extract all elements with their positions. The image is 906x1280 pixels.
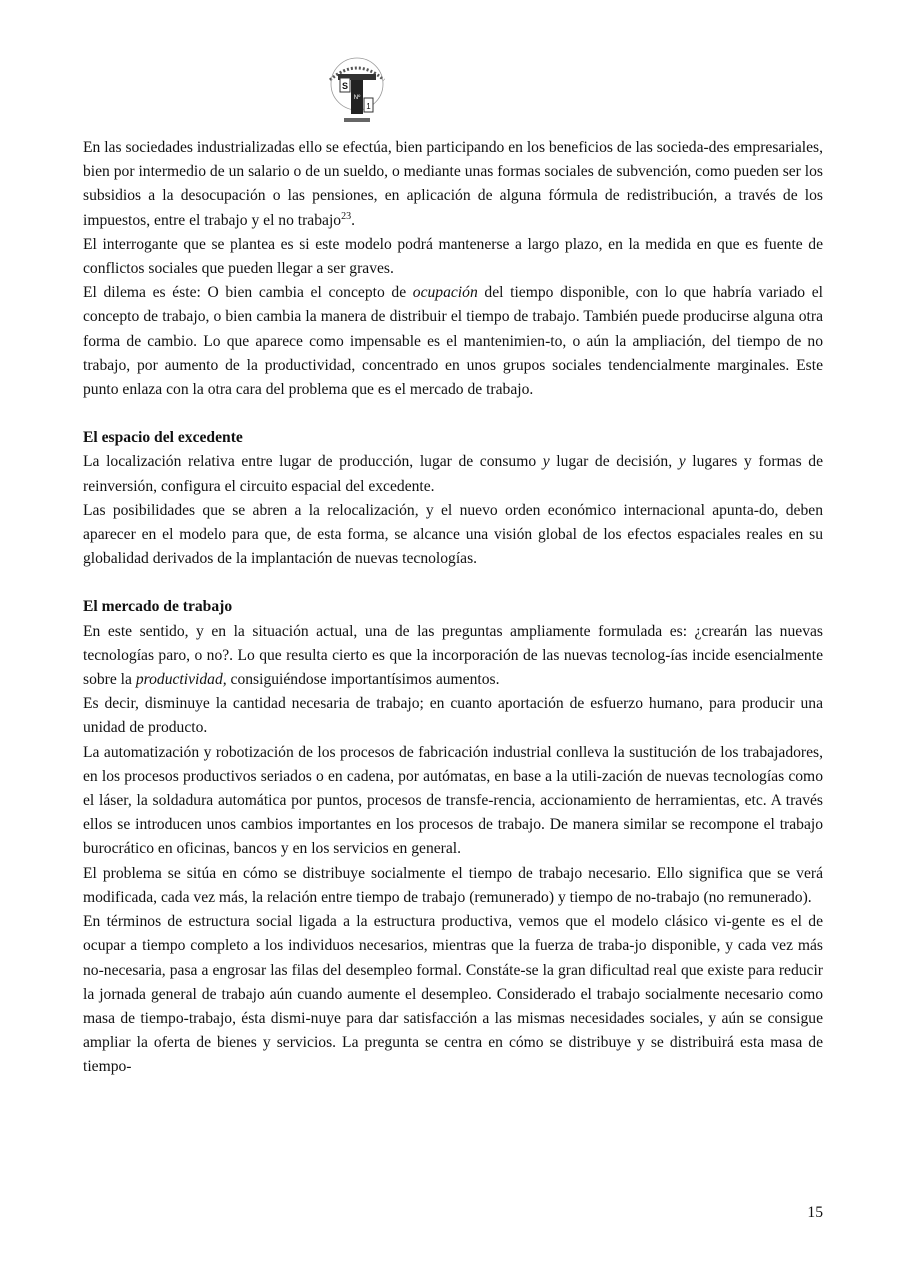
paragraph: La automatización y robotización de los procesos de fabricación industrial conlleva la sustitución de los trabajadores, en los procesos productivos seriados o en cadena, por autómatas, en base a la utili-zación de nuevas tecnologías como el láser, la soldadura automática por puntos, procesos de transfe-rencia, accionamiento de herramientas, etc. A través ellos se introducen unos cambios importantes en los procesos de trabajo. De manera similar se recompone el trabajo burocrático en oficinas, bancos y en los servicios en general. [83, 743, 823, 858]
paragraph: Es decir, disminuye la cantidad necesaria de trabajo; en cuanto aportación de esfuerzo humano, para producir una unidad de producto. [83, 695, 823, 737]
paragraph: El problema se sitúa en cómo se distribuye socialmente el tiempo de trabajo necesario. Ello significa que se verá modificada, cada vez más, la relación entre tiempo de trabajo (remunerado) y tiempo de no-trabajo (no remunerado). [83, 864, 823, 906]
paragraph: Las posibilidades que se abren a la relocalización, y el nuevo orden económico internacional apunta-do, deben aparecer en el modelo para que, de esta forma, se alcance una visión global de los efectos espaciales reales en su globalidad derivados de la implantación de nuevas tecnologías. [83, 501, 823, 568]
seal-letter-1: 1 [366, 102, 371, 111]
paragraph: El dilema es éste: O bien cambia el concepto de ocupación del tiempo disponible, con lo que habría variado el concepto de trabajo, o bien cambia la manera de distribuir el tiempo de trabajo. También puede producirse alguna otra forma de cambio. Lo que aparece como impensable es el mantenimien-to, o aún la ampliación, del tiempo de no trabajo, por aumento de la productividad, concentrado en unos grupos sociales tendencialmente marginales. Este punto enlaza con la otra cara del problema que es el mercado de trabajo. [83, 284, 823, 399]
university-seal-icon [324, 54, 390, 130]
page-number: 15 [807, 1204, 823, 1221]
section-heading: El espacio del excedente [83, 429, 243, 447]
paragraph: En términos de estructura social ligada a la estructura productiva, vemos que el modelo clásico vi-gente es el de ocupar a tiempo completo a los individuos necesarios, mientras que la fuerza de traba-jo disponible, y cada vez más no-necesaria, pasa a engrosar las filas del desempleo formal. Constáte-se la gran dificultad real que existe para reducir la jornada general de trabajo aún cuando aumente el desempleo. Considerado el trabajo socialmente necesario como masa de tiempo-trabajo, ésta dismi-nuye para dar satisfacción a las mismas necesidades sociales, y aún se consigue ampliar la oferta de bienes y servicios. La pregunta se centra en cómo se distribuye y se distribuirá esta masa de tiempo- [83, 913, 823, 1076]
seal-letter-s: S [341, 81, 349, 91]
footnote-ref[interactable]: 23 [341, 210, 352, 222]
section-heading: El mercado de trabajo [83, 598, 233, 616]
document-body [83, 136, 823, 1080]
seal-letter-no: Nº [353, 95, 361, 101]
paragraph: La localización relativa entre lugar de producción, lugar de consumo y lugar de decisión, y lugares y formas de reinversión, configura el circuito espacial del excedente. [83, 453, 823, 495]
paragraph: El interrogante que se plantea es si este modelo podrá mantenerse a largo plazo, en la medida en que es fuente de conflictos sociales que pueden llegar a ser graves. [83, 235, 823, 278]
paragraph: En las sociedades industrializadas ello se efectúa, bien participando en los beneficios de las socieda-des empresariales, bien por intermedio de un salario o de un sueldo, o mediante unas formas sociales de subvención, como pueden ser los subsidios a la desocupación o las pensiones, en aplicación de alguna fórmula de redistribución, a través de los impuestos, entre el trabajo y el no trabajo$^{23}$. [83, 139, 823, 229]
paragraph: En este sentido, y en la situación actual, una de las preguntas ampliamente formulada es: ¿crearán las nuevas tecnologías paro, o no?. Lo que resulta cierto es que la incorporación de las nuevas tecnolog-ías incide esencialmente sobre la productividad, consiguiéndose importantísimos aumentos. [83, 622, 823, 689]
